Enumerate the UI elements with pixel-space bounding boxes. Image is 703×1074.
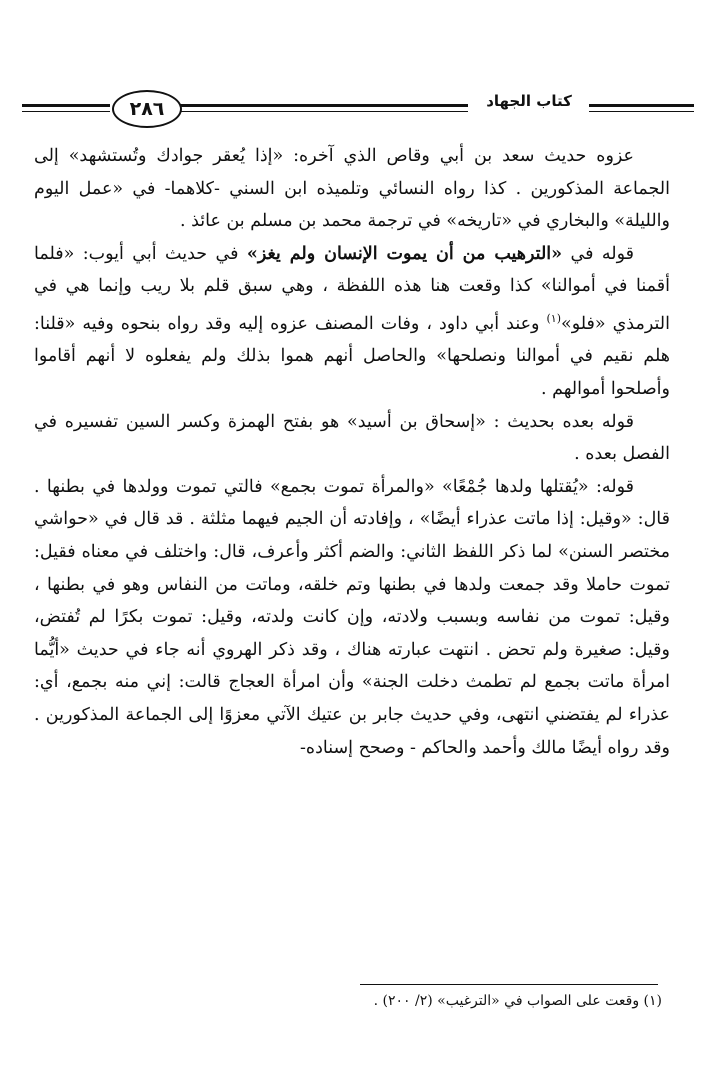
header-rule xyxy=(180,111,468,112)
paragraph-text: في حديث أبي أيوب: «فلما أقمنا في أموالنا» كذا وقعت هنا هذه اللفظة ، وهي سبق قلم بلا ريب وإنما هي في الترمذي «فلو» xyxy=(34,243,670,334)
paragraph-1 xyxy=(34,140,670,238)
paragraph-lead: قوله في xyxy=(562,243,634,264)
paragraph-3 xyxy=(34,406,670,471)
footnote-rule xyxy=(360,984,658,985)
main-text xyxy=(34,140,670,764)
footnote-ref[interactable]: (١) xyxy=(546,311,561,325)
chapter-title-quote: «الترهيب من أن يموت الإنسان ولم يغز» xyxy=(246,243,563,264)
header-rule xyxy=(180,104,468,107)
header-rule xyxy=(22,104,110,107)
page-header xyxy=(22,86,694,132)
paragraph-text: عزوه حديث سعد بن أبي وقاص الذي آخره: «إذا يُعقر جوادك وتُستشهد» إلى الجماعة المذكورين . كذا رواه النسائي وتلميذه ابن السني -كلاهما- في «عمل اليوم والليلة» والبخاري في «تاريخه» في ترجمة محمد بن مسلم بن عائذ . xyxy=(34,146,670,232)
paragraph-2 xyxy=(34,238,670,406)
paragraph-text: قوله: «يُقتلها ولدها جُمْعًا» «والمرأة تموت بجمع» فالتي تموت وولدها في بطنها . قال: «وقيل: إذا ماتت عذراء أيضًا» ، وإفادته أن الجيم فيهما مثلثة . قد قال في «حواشي مختصر السنن» لما ذكر اللفظ الثاني: والضم أكثر وأعرف، قال: واختلف في معناه فقيل: تموت حاملا وقد جمعت ولدها في بطنها وتم خلقه، وماتت من النفاس وهو في بطنها ، وقيل: تموت من نفاسه وبسبب ولادته، وإن كانت ولدته، وقيل: تموت بكرًا لم تُفتض، وقيل: صغيرة ولم تحض . انتهت عبارته هناك ، وقد ذكر الهروي أنه جاء في حديث «أيُّما امرأة ماتت بجمع لم تطمث دخلت الجنة» وأن امرأة العجاج قالت: إني منه بجمع، أي: عذراء لم يفتضني انتهى، وفي حديث جابر بن عتيك الآتي معزوًا إلى الجماعة المذكورين . وقد رواه أيضًا مالك وأحمد والحاكم - وصحح إسناده- xyxy=(34,476,670,758)
header-rule xyxy=(589,104,694,107)
page-number: ٢٨٦ xyxy=(112,90,182,128)
header-rule xyxy=(589,111,694,112)
footnote: (١) وقعت على الصواب في «الترغيب» (٢/ ٢٠٠) . xyxy=(373,993,662,1009)
header-rule xyxy=(22,111,110,112)
paragraph-text: قوله بعده بحديث : «إسحاق بن أسيد» هو بفتح الهمزة وكسر السين تفسيره في الفصل بعده . xyxy=(34,411,670,465)
running-title: كتاب الجهاد xyxy=(486,92,572,110)
paragraph-4 xyxy=(34,471,670,764)
paragraph-text: وعند أبي داود ، وفات المصنف عزوه إليه وقد رواه بنحوه وفيه «قلنا: هلم نقيم في أموالنا ونصلحها» والحاصل أنهم هموا بذلك ولم يفعلوه لا أنهم أقاموا وأصلحوا أموالهم . xyxy=(34,313,670,399)
